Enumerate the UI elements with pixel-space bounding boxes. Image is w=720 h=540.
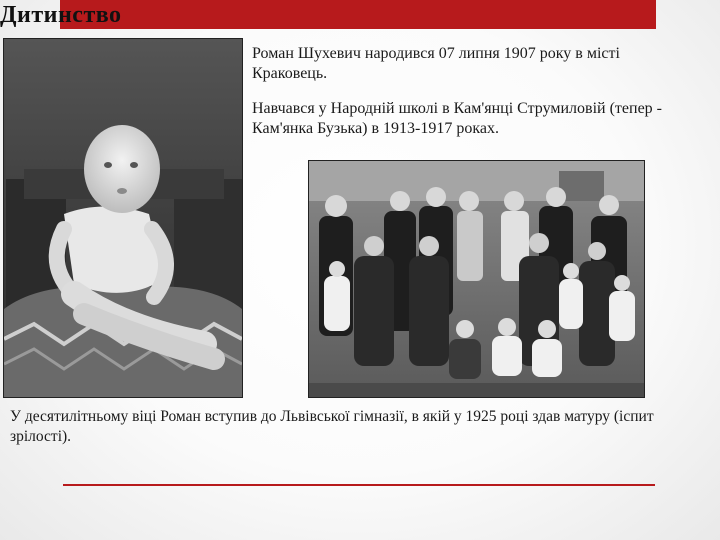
bottom-divider: [63, 484, 655, 486]
school-paragraph: Навчався у Народній школі в Кам'янці Струмиловій (тепер - Кам'янка Бузька) в 1913-1917 роках.: [252, 100, 663, 137]
title-accent-bar: [60, 0, 656, 29]
child-portrait-photo: [3, 38, 243, 398]
gymnasium-paragraph: У десятилітньому віці Роман вступив до Львівської гімназії, в якій у 1925 році здав матуру (іспит зрілості).: [10, 408, 654, 445]
birth-paragraph: Роман Шухевич народився 07 липня 1907 року в місті Краковець.: [252, 45, 620, 82]
slide-title: Дитинство: [0, 2, 122, 28]
family-group-photo: [308, 160, 645, 398]
